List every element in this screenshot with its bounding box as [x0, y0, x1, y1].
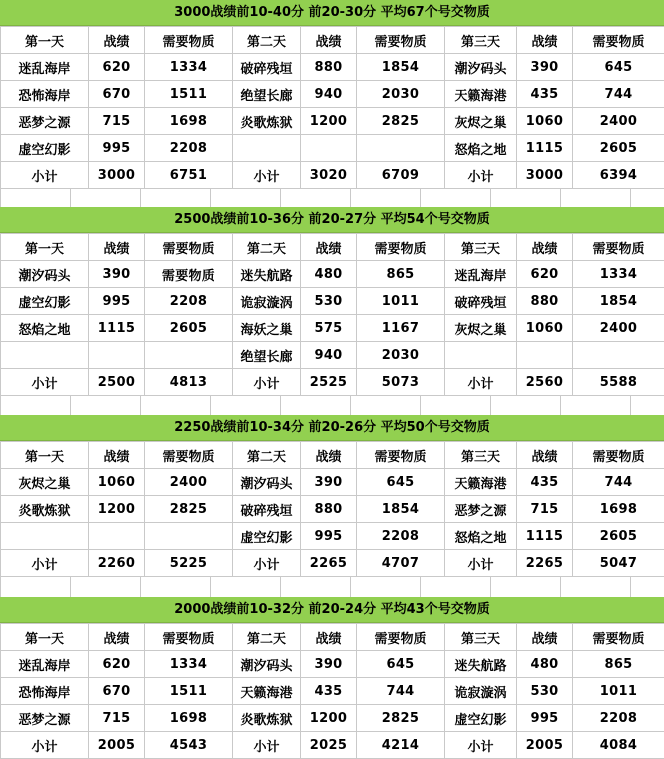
cell-day3-location[interactable]: 迷乱海岸: [445, 261, 517, 288]
table-block: [0, 207, 664, 396]
table-row: [1, 135, 664, 162]
column-header-day3-material[interactable]: 需要物质: [573, 624, 664, 651]
column-header-day2-score[interactable]: 战绩: [301, 27, 357, 54]
cell-day1-location[interactable]: 炎歌炼狱: [1, 496, 89, 523]
table-block: [0, 415, 664, 577]
cell-day2-location[interactable]: 破碎残垣: [233, 496, 301, 523]
cell-day1-score[interactable]: 2260: [89, 550, 145, 577]
cell-day2-score[interactable]: 435: [301, 678, 357, 705]
cell-day2-material[interactable]: 865: [357, 261, 445, 288]
cell-day3-location[interactable]: 灰烬之巢: [445, 315, 517, 342]
cell-day1-material[interactable]: 2825: [145, 496, 233, 523]
cell-day1-score[interactable]: 620: [89, 651, 145, 678]
column-header-day1-score[interactable]: 战绩: [89, 624, 145, 651]
cell-day1-material[interactable]: 1334: [145, 651, 233, 678]
cell-day3-score[interactable]: 530: [517, 678, 573, 705]
cell-day2-location[interactable]: 小计: [233, 369, 301, 396]
cell-day2-score[interactable]: 995: [301, 523, 357, 550]
cell-day3-material[interactable]: 1011: [573, 678, 664, 705]
data-table: [0, 441, 664, 577]
table-row: [1, 651, 664, 678]
column-header-day1-score[interactable]: 战绩: [89, 234, 145, 261]
header-row: [1, 442, 664, 469]
cell-day1-score[interactable]: 995: [89, 135, 145, 162]
cell-day1-material[interactable]: 1698: [145, 108, 233, 135]
cell-day3-material[interactable]: [573, 342, 664, 369]
cell-day1-material[interactable]: 1511: [145, 678, 233, 705]
column-header-day2-material[interactable]: 需要物质: [357, 624, 445, 651]
cell-day2-material[interactable]: 4707: [357, 550, 445, 577]
cell-day1-score[interactable]: 2005: [89, 732, 145, 759]
cell-day2-location[interactable]: 天籁海港: [233, 678, 301, 705]
cell-day2-material[interactable]: 2825: [357, 705, 445, 732]
cell-day3-location[interactable]: 迷失航路: [445, 651, 517, 678]
cell-day2-location[interactable]: 诡寂漩涡: [233, 288, 301, 315]
cell-day1-location[interactable]: 小计: [1, 732, 89, 759]
header-row: [1, 624, 664, 651]
cell-day1-material[interactable]: 2208: [145, 288, 233, 315]
cell-day3-location[interactable]: 破碎残垣: [445, 288, 517, 315]
cell-day3-score[interactable]: 1060: [517, 315, 573, 342]
subtotal-row: [1, 162, 664, 189]
cell-day2-location[interactable]: 潮汐码头: [233, 651, 301, 678]
table-row: [1, 261, 664, 288]
cell-day1-score[interactable]: 2500: [89, 369, 145, 396]
cell-day1-location[interactable]: 小计: [1, 550, 89, 577]
column-header-day3-material[interactable]: 需要物质: [573, 234, 664, 261]
table-row: [1, 705, 664, 732]
data-table: [0, 623, 664, 759]
cell-day1-material[interactable]: 2400: [145, 469, 233, 496]
cell-day2-score[interactable]: 2025: [301, 732, 357, 759]
cell-day3-score[interactable]: 480: [517, 651, 573, 678]
cell-day1-score[interactable]: 1060: [89, 469, 145, 496]
cell-day3-location[interactable]: 潮汐码头: [445, 54, 517, 81]
cell-day3-material[interactable]: 645: [573, 54, 664, 81]
cell-day1-score[interactable]: 390: [89, 261, 145, 288]
cell-day1-score[interactable]: 1200: [89, 496, 145, 523]
column-header-day3-material[interactable]: 需要物质: [573, 442, 664, 469]
cell-day3-location[interactable]: 小计: [445, 369, 517, 396]
cell-day2-location[interactable]: 小计: [233, 550, 301, 577]
cell-day2-location[interactable]: 小计: [233, 732, 301, 759]
cell-day3-score[interactable]: 620: [517, 261, 573, 288]
column-header-day1-material[interactable]: 需要物质: [145, 442, 233, 469]
cell-day2-location[interactable]: 破碎残垣: [233, 54, 301, 81]
cell-day1-material[interactable]: 4543: [145, 732, 233, 759]
cell-day3-score[interactable]: 1060: [517, 108, 573, 135]
column-header-day2-material[interactable]: 需要物质: [357, 442, 445, 469]
cell-day2-score[interactable]: 390: [301, 469, 357, 496]
cell-day3-material[interactable]: 2208: [573, 705, 664, 732]
cell-day3-score[interactable]: 1115: [517, 523, 573, 550]
cell-day2-score[interactable]: 1200: [301, 108, 357, 135]
cell-day3-location[interactable]: 怒焰之地: [445, 523, 517, 550]
cell-day1-score[interactable]: 670: [89, 81, 145, 108]
column-header-day1-material[interactable]: 需要物质: [145, 234, 233, 261]
cell-day2-score[interactable]: 530: [301, 288, 357, 315]
cell-day1-material[interactable]: [145, 342, 233, 369]
cell-day3-material[interactable]: 1854: [573, 288, 664, 315]
cell-day1-score[interactable]: 715: [89, 705, 145, 732]
cell-day2-material[interactable]: 4214: [357, 732, 445, 759]
cell-day3-location[interactable]: 小计: [445, 550, 517, 577]
column-header-day2-material[interactable]: 需要物质: [357, 27, 445, 54]
column-header-day1-location[interactable]: 第一天: [1, 624, 89, 651]
cell-day3-location[interactable]: 恶梦之源: [445, 496, 517, 523]
cell-day3-score[interactable]: 435: [517, 469, 573, 496]
table-row: [1, 523, 664, 550]
cell-day3-material[interactable]: 2400: [573, 315, 664, 342]
cell-day3-location[interactable]: [445, 342, 517, 369]
cell-day2-location[interactable]: 海妖之巢: [233, 315, 301, 342]
cell-day1-score[interactable]: 995: [89, 288, 145, 315]
cell-day2-score[interactable]: 1200: [301, 705, 357, 732]
cell-day3-material[interactable]: 1334: [573, 261, 664, 288]
cell-day3-location[interactable]: 虚空幻影: [445, 705, 517, 732]
cell-day3-location[interactable]: 天籁海港: [445, 469, 517, 496]
column-header-day2-location[interactable]: 第二天: [233, 234, 301, 261]
header-row: [1, 234, 664, 261]
table-row: [1, 469, 664, 496]
cell-day1-material[interactable]: 6751: [145, 162, 233, 189]
cell-day3-score[interactable]: 2265: [517, 550, 573, 577]
column-header-day2-score[interactable]: 战绩: [301, 442, 357, 469]
column-header-day1-score[interactable]: 战绩: [89, 27, 145, 54]
block-title: 2250战绩前10-34分 前20-26分 平均50个号交物质: [0, 415, 664, 441]
cell-day3-score[interactable]: 3000: [517, 162, 573, 189]
cell-day2-material[interactable]: 2825: [357, 108, 445, 135]
cell-day2-score[interactable]: 940: [301, 342, 357, 369]
cell-day2-location[interactable]: 炎歌炼狱: [233, 108, 301, 135]
column-header-day2-material[interactable]: 需要物质: [357, 234, 445, 261]
cell-day3-location[interactable]: 灰烬之巢: [445, 108, 517, 135]
cell-day2-score[interactable]: 880: [301, 54, 357, 81]
cell-day1-material[interactable]: 1698: [145, 705, 233, 732]
table-row: [1, 496, 664, 523]
cell-day3-score[interactable]: 995: [517, 705, 573, 732]
cell-day1-material[interactable]: 5225: [145, 550, 233, 577]
subtotal-row: [1, 550, 664, 577]
table-block: [0, 597, 664, 759]
cell-day1-material[interactable]: 1511: [145, 81, 233, 108]
cell-day3-material[interactable]: 2605: [573, 135, 664, 162]
cell-day1-location[interactable]: 灰烬之巢: [1, 469, 89, 496]
cell-day1-score[interactable]: 715: [89, 108, 145, 135]
cell-day2-material[interactable]: 1167: [357, 315, 445, 342]
cell-day3-material[interactable]: 744: [573, 81, 664, 108]
cell-day1-score[interactable]: 3000: [89, 162, 145, 189]
cell-day2-material[interactable]: 2208: [357, 523, 445, 550]
column-header-day3-score[interactable]: 战绩: [517, 234, 573, 261]
cell-day1-location[interactable]: 虚空幻影: [1, 135, 89, 162]
block-title: 3000战绩前10-40分 前20-30分 平均67个号交物质: [0, 0, 664, 26]
cell-day2-material[interactable]: 5073: [357, 369, 445, 396]
cell-day1-material[interactable]: 1334: [145, 54, 233, 81]
cell-day3-material[interactable]: 4084: [573, 732, 664, 759]
cell-day3-location[interactable]: 天籁海港: [445, 81, 517, 108]
cell-day3-score[interactable]: 2005: [517, 732, 573, 759]
block-title: 2000战绩前10-32分 前20-24分 平均43个号交物质: [0, 597, 664, 623]
table-row: [1, 315, 664, 342]
cell-day1-location[interactable]: 迷乱海岸: [1, 54, 89, 81]
cell-day3-material[interactable]: 744: [573, 469, 664, 496]
cell-day1-material[interactable]: 2605: [145, 315, 233, 342]
cell-day2-material[interactable]: 1011: [357, 288, 445, 315]
cell-day1-location[interactable]: 怒焰之地: [1, 315, 89, 342]
cell-day3-material[interactable]: 2605: [573, 523, 664, 550]
cell-day3-score[interactable]: 1115: [517, 135, 573, 162]
column-header-day3-score[interactable]: 战绩: [517, 27, 573, 54]
cell-day1-material[interactable]: 2208: [145, 135, 233, 162]
cell-day2-score[interactable]: 940: [301, 81, 357, 108]
cell-day2-location[interactable]: 小计: [233, 162, 301, 189]
cell-day3-material[interactable]: 865: [573, 651, 664, 678]
cell-day3-material[interactable]: 2400: [573, 108, 664, 135]
cell-day1-location[interactable]: 恐怖海岸: [1, 678, 89, 705]
cell-day2-score[interactable]: 3020: [301, 162, 357, 189]
cell-day2-material[interactable]: 6709: [357, 162, 445, 189]
cell-day2-location[interactable]: [233, 135, 301, 162]
cell-day2-score[interactable]: 390: [301, 651, 357, 678]
cell-day1-location[interactable]: [1, 342, 89, 369]
column-header-day3-location[interactable]: 第三天: [445, 27, 517, 54]
cell-day1-score[interactable]: 670: [89, 678, 145, 705]
cell-day2-material[interactable]: 645: [357, 651, 445, 678]
cell-day2-material[interactable]: 744: [357, 678, 445, 705]
table-row: [1, 678, 664, 705]
cell-day3-material[interactable]: 5047: [573, 550, 664, 577]
subtotal-row: [1, 369, 664, 396]
cell-day2-score[interactable]: [301, 135, 357, 162]
cell-day1-material[interactable]: 4813: [145, 369, 233, 396]
column-header-day3-score[interactable]: 战绩: [517, 442, 573, 469]
column-header-day2-location[interactable]: 第二天: [233, 442, 301, 469]
column-header-day1-material[interactable]: 需要物质: [145, 624, 233, 651]
cell-day1-location[interactable]: 潮汐码头: [1, 261, 89, 288]
cell-day3-score[interactable]: 435: [517, 81, 573, 108]
cell-day1-location[interactable]: 恶梦之源: [1, 108, 89, 135]
column-header-day2-location[interactable]: 第二天: [233, 624, 301, 651]
cell-day2-material[interactable]: 1854: [357, 54, 445, 81]
cell-day1-location[interactable]: 恐怖海岸: [1, 81, 89, 108]
cell-day2-location[interactable]: 迷失航路: [233, 261, 301, 288]
column-header-day1-location[interactable]: 第一天: [1, 442, 89, 469]
cell-day2-location[interactable]: 绝望长廊: [233, 81, 301, 108]
cell-day3-material[interactable]: 6394: [573, 162, 664, 189]
cell-day1-score[interactable]: 1115: [89, 315, 145, 342]
cell-day1-score[interactable]: [89, 342, 145, 369]
cell-day1-location[interactable]: [1, 523, 89, 550]
cell-day1-location[interactable]: 虚空幻影: [1, 288, 89, 315]
column-header-day1-score[interactable]: 战绩: [89, 442, 145, 469]
cell-day3-location[interactable]: 诡寂漩涡: [445, 678, 517, 705]
cell-day2-score[interactable]: 2265: [301, 550, 357, 577]
column-header-day1-material[interactable]: 需要物质: [145, 27, 233, 54]
table-row: [1, 81, 664, 108]
cell-day2-score[interactable]: 2525: [301, 369, 357, 396]
cell-day3-score[interactable]: [517, 342, 573, 369]
cell-day2-score[interactable]: 480: [301, 261, 357, 288]
table-row: [1, 54, 664, 81]
cell-day3-material[interactable]: 5588: [573, 369, 664, 396]
column-header-day3-location[interactable]: 第三天: [445, 442, 517, 469]
cell-day2-material[interactable]: 2030: [357, 81, 445, 108]
subtotal-row: [1, 732, 664, 759]
cell-day3-location[interactable]: 怒焰之地: [445, 135, 517, 162]
cell-day2-location[interactable]: 虚空幻影: [233, 523, 301, 550]
cell-day2-material[interactable]: 1854: [357, 496, 445, 523]
cell-day1-location[interactable]: 小计: [1, 162, 89, 189]
cell-day3-location[interactable]: 小计: [445, 162, 517, 189]
cell-day1-material[interactable]: 需要物质: [145, 261, 233, 288]
cell-day1-score[interactable]: [89, 523, 145, 550]
column-header-day3-location[interactable]: 第三天: [445, 234, 517, 261]
cell-day1-location[interactable]: 小计: [1, 369, 89, 396]
cell-day3-score[interactable]: 715: [517, 496, 573, 523]
column-header-day2-score[interactable]: 战绩: [301, 234, 357, 261]
column-header-day3-location[interactable]: 第三天: [445, 624, 517, 651]
cell-day1-location[interactable]: 恶梦之源: [1, 705, 89, 732]
cell-day2-material[interactable]: 645: [357, 469, 445, 496]
column-header-day2-score[interactable]: 战绩: [301, 624, 357, 651]
column-header-day1-location[interactable]: 第一天: [1, 234, 89, 261]
cell-day2-score[interactable]: 575: [301, 315, 357, 342]
column-header-day1-location[interactable]: 第一天: [1, 27, 89, 54]
block-title: 2500战绩前10-36分 前20-27分 平均54个号交物质: [0, 207, 664, 233]
cell-day2-location[interactable]: 绝望长廊: [233, 342, 301, 369]
data-table: [0, 26, 664, 189]
cell-day2-material[interactable]: [357, 135, 445, 162]
cell-day2-location[interactable]: 炎歌炼狱: [233, 705, 301, 732]
column-header-day3-material[interactable]: 需要物质: [573, 27, 664, 54]
cell-day1-score[interactable]: 620: [89, 54, 145, 81]
table-block: [0, 0, 664, 189]
table-row: [1, 288, 664, 315]
cell-day3-score[interactable]: 880: [517, 288, 573, 315]
cell-day2-material[interactable]: 2030: [357, 342, 445, 369]
cell-day1-location[interactable]: 迷乱海岸: [1, 651, 89, 678]
cell-day3-score[interactable]: 390: [517, 54, 573, 81]
header-row: [1, 27, 664, 54]
cell-day2-location[interactable]: 潮汐码头: [233, 469, 301, 496]
table-row: [1, 108, 664, 135]
cell-day3-score[interactable]: 2560: [517, 369, 573, 396]
column-header-day2-location[interactable]: 第二天: [233, 27, 301, 54]
cell-day1-material[interactable]: [145, 523, 233, 550]
cell-day2-score[interactable]: 880: [301, 496, 357, 523]
cell-day3-location[interactable]: 小计: [445, 732, 517, 759]
table-row: [1, 342, 664, 369]
column-header-day3-score[interactable]: 战绩: [517, 624, 573, 651]
data-table: [0, 233, 664, 396]
cell-day3-material[interactable]: 1698: [573, 496, 664, 523]
